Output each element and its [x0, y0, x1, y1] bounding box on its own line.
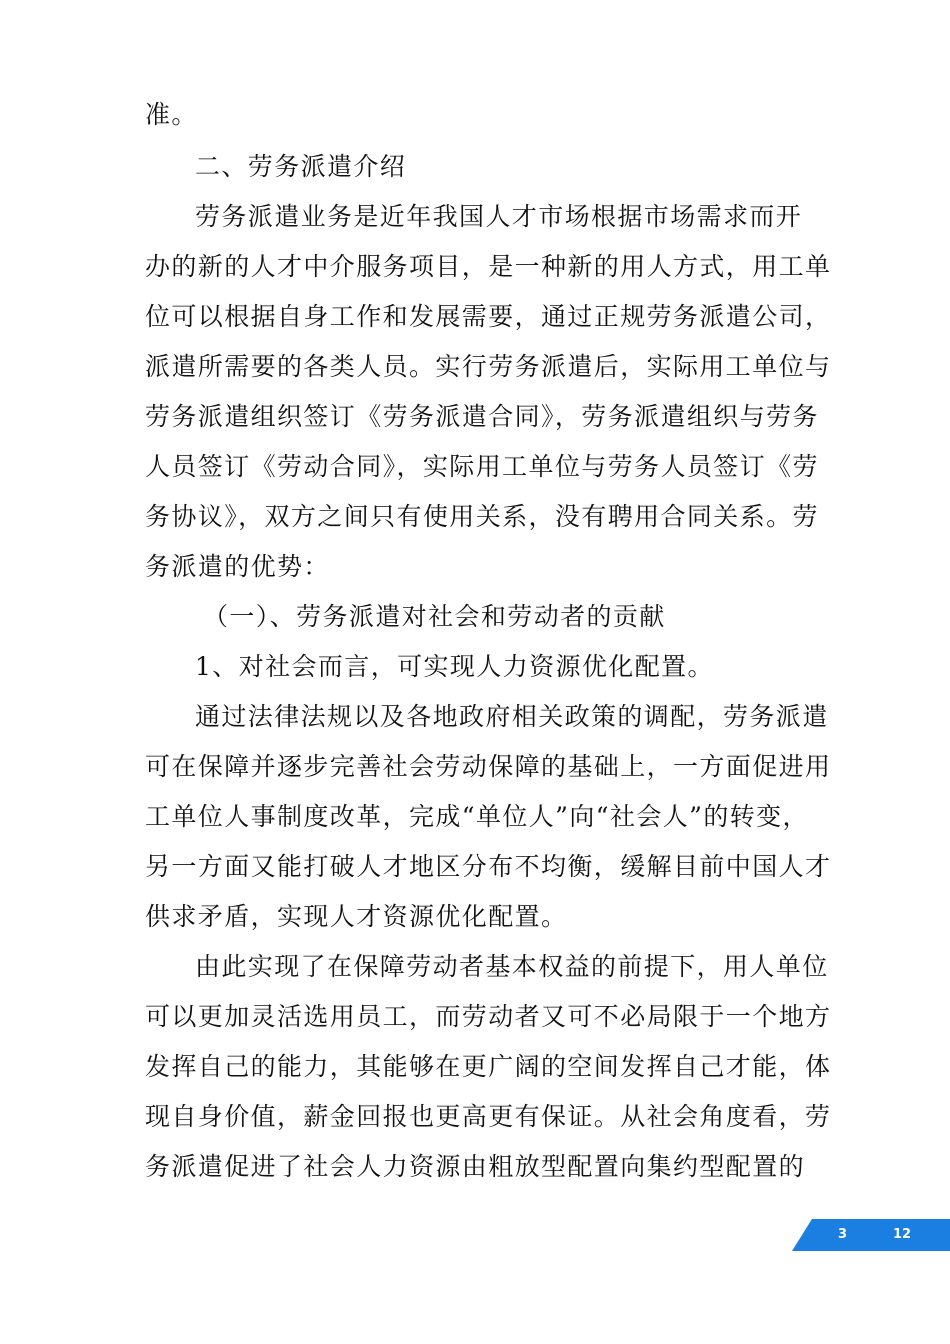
text-line: 准。: [145, 100, 198, 129]
text-line: 务派遣促进了社会人力资源由粗放型配置向集约型配置的: [145, 1152, 806, 1181]
text-line: 位可以根据自身工作和发展需要，通过正规劳务派遣公司，: [145, 302, 832, 331]
text-line: 务派遣的优势：: [145, 552, 330, 581]
text-line: 劳务派遣组织签订《劳务派遣合同》，劳务派遣组织与劳务: [145, 402, 819, 431]
numbered-heading: 1、对社会而言，可实现人力资源优化配置。: [195, 652, 714, 681]
text-line: 通过法律法规以及各地政府相关政策的调配，劳务派遣: [195, 702, 829, 731]
text-line: 可以更加灵活选用员工，而劳动者又可不必局限于一个地方: [145, 1002, 832, 1031]
total-pages-number: 12: [893, 1227, 912, 1242]
text-line: 派遣所需要的各类人员。实行劳务派遣后，实际用工单位与: [145, 352, 832, 381]
current-page-number: 3: [838, 1227, 848, 1242]
text-line: 人员签订《劳动合同》，实际用工单位与劳务人员签订《劳: [145, 452, 819, 481]
text-line: 由此实现了在保障劳动者基本权益的前提下，用人单位: [195, 952, 829, 981]
subsection-heading: （一）、劳务派遣对社会和劳动者的贡献: [203, 602, 666, 631]
text-line: 现自身价值，薪金回报也更高更有保证。从社会角度看，劳: [145, 1102, 832, 1131]
text-line: 发挥自己的能力，其能够在更广阔的空间发挥自己才能，体: [145, 1052, 832, 1081]
text-line: 另一方面又能打破人才地区分布不均衡，缓解目前中国人才: [145, 852, 832, 881]
text-line: 劳务派遣业务是近年我国人才市场根据市场需求而开: [195, 202, 803, 231]
text-line: 可在保障并逐步完善社会劳动保障的基础上，一方面促进用: [145, 752, 832, 781]
text-line: 务协议》，双方之间只有使用关系，没有聘用合同关系。劳: [145, 502, 819, 531]
text-line: 工单位人事制度改革，完成“单位人”向“社会人”的转变，: [145, 802, 809, 831]
text-line: 供求矛盾，实现人才资源优化配置。: [145, 902, 568, 931]
page-footer-bar: [792, 1219, 950, 1251]
text-line: 办的新的人才中介服务项目，是一种新的用人方式，用工单: [145, 252, 832, 281]
section-heading: 二、劳务派遣介绍: [195, 152, 407, 181]
